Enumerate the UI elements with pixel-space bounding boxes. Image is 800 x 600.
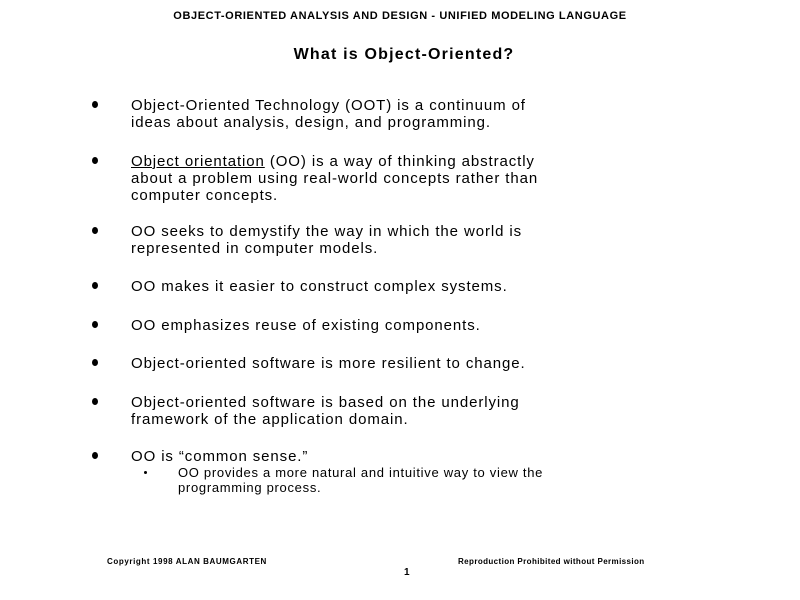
bullet-text: Object-oriented software is more resilient to change.: [131, 355, 526, 372]
bullet-text: OO seeks to demystify the way in which the world is represented in computer models.: [131, 223, 523, 257]
bullet-text: [131, 153, 711, 204]
footer-notice: Reproduction Prohibited without Permission: [458, 557, 645, 566]
bullet-text: OO makes it easier to construct complex systems.: [131, 278, 508, 295]
bullet-dot-icon: [92, 282, 98, 289]
bullet-dot-icon: [92, 359, 98, 366]
bullet-dot-icon: [92, 321, 98, 328]
bullet-text: Object-oriented software is based on the underlying framework of the application domain.: [131, 394, 520, 428]
underlined-term: Object orientation: [131, 153, 265, 170]
bullet-text: Object-Oriented Technology (OOT) is a continuum of ideas about analysis, design, and programming.: [131, 97, 526, 131]
page-number: 1: [404, 567, 410, 578]
bullet-text: OO emphasizes reuse of existing components.: [131, 317, 481, 334]
bullet-dot-icon: [92, 101, 98, 108]
running-header: OBJECT-ORIENTED ANALYSIS AND DESIGN - UNIFIED MODELING LANGUAGE: [173, 10, 627, 22]
bullet-dot-icon: [92, 157, 98, 164]
bullet-text: OO is “common sense.”: [131, 448, 309, 465]
bullet-text-rest: (OO) is a way of thinking abstractly about a problem using real-world concepts rather than computer concepts.: [131, 153, 539, 204]
footer-copyright: Copyright 1998 ALAN BAUMGARTEN: [107, 557, 267, 566]
bullet-dot-icon: [92, 452, 98, 459]
slide-title: What is Object-Oriented?: [293, 46, 515, 63]
bullet-dot-icon: [92, 227, 98, 234]
sub-bullet-text: OO provides a more natural and intuitive way to view the programming process.: [178, 465, 544, 495]
sub-bullet-dot-icon: [144, 471, 147, 474]
bullet-dot-icon: [92, 398, 98, 405]
